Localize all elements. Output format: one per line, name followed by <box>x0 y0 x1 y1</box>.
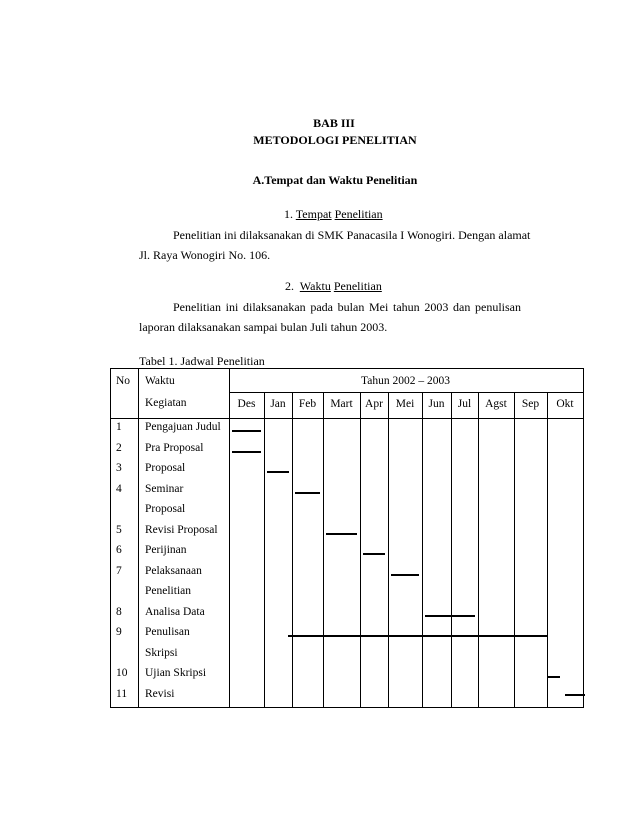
month-divider <box>422 392 423 707</box>
month-header: Jun <box>428 398 445 410</box>
month-divider <box>547 392 548 707</box>
subsection-2-word2: Penelitian <box>333 279 382 293</box>
subsection-2-number: 2. <box>285 279 294 293</box>
paragraph-2-line-2: laporan dilaksanakan sampai bulan Juli tahun 2003. <box>139 320 388 334</box>
month-header: Des <box>237 398 256 410</box>
table-right-border <box>583 368 584 708</box>
schedule-bar <box>232 451 261 453</box>
row-number: 10 <box>116 667 128 679</box>
row-number: 6 <box>116 544 122 556</box>
month-header: Mei <box>395 398 415 410</box>
row-number: 7 <box>116 564 122 577</box>
row-activity: Pengajuan Judul <box>145 421 221 433</box>
month-header: Okt <box>556 398 574 410</box>
schedule-bar <box>232 430 261 432</box>
schedule-bar <box>326 533 357 535</box>
month-header: Mart <box>330 398 353 410</box>
month-divider <box>323 392 324 707</box>
activity-column-divider <box>229 368 230 707</box>
schedule-bar <box>363 553 385 555</box>
paragraph-2-line-1: Penelitian ini dilaksanakan pada bulan Mei tahun 2003 dan penulisan <box>173 300 521 314</box>
row-activity: Skripsi <box>145 646 178 659</box>
row-number: 2 <box>116 441 122 454</box>
schedule-bar <box>548 676 560 678</box>
month-header: Agst <box>485 398 507 410</box>
month-divider <box>451 392 452 707</box>
month-divider <box>292 392 293 707</box>
month-divider <box>264 392 265 707</box>
month-divider <box>478 392 479 707</box>
year-divider <box>229 392 584 393</box>
no-column-divider <box>138 368 139 707</box>
row-activity: Revisi <box>145 687 175 700</box>
month-divider <box>514 392 515 707</box>
chapter-heading: BAB III <box>313 116 355 130</box>
schedule-bar <box>391 574 419 576</box>
schedule-bar <box>288 635 548 637</box>
month-header: Sep <box>521 398 540 410</box>
row-activity: Seminar <box>145 482 184 495</box>
table-caption: Tabel 1. Jadwal Penelitian <box>139 354 265 368</box>
row-number: 8 <box>116 605 122 618</box>
row-activity: Penelitian <box>145 585 191 597</box>
row-number: 4 <box>116 482 122 495</box>
subsection-1-number: 1. <box>284 207 293 221</box>
schedule-bar <box>267 471 289 473</box>
schedule-bar <box>565 694 585 696</box>
month-divider <box>388 392 389 707</box>
subsection-1-word2: Penelitian <box>334 207 383 221</box>
row-activity: Analisa Data <box>145 605 205 618</box>
subsection-2-word1: Waktu <box>299 279 331 293</box>
row-activity: Proposal <box>145 462 186 474</box>
header-no: No <box>116 375 131 387</box>
table-bottom-border <box>110 707 584 708</box>
schedule-bar <box>425 615 475 617</box>
header-activity-line-1: Waktu <box>145 375 175 387</box>
section-title: A.Tempat dan Waktu Penelitian <box>252 173 418 187</box>
row-number: 9 <box>116 626 122 638</box>
month-header: Feb <box>298 398 317 410</box>
month-header: Jan <box>270 398 286 410</box>
row-activity: Penulisan <box>145 626 190 638</box>
header-bottom-border <box>110 418 584 419</box>
row-number: 11 <box>116 687 128 700</box>
row-activity: Pelaksanaan <box>145 564 202 577</box>
row-activity: Ujian Skripsi <box>145 667 207 679</box>
subsection-1-word1: Tempat <box>295 207 332 221</box>
table-top-border <box>110 368 584 369</box>
row-number: 3 <box>116 462 122 474</box>
month-divider <box>360 392 361 707</box>
month-header: Apr <box>365 398 383 410</box>
row-activity: Perijinan <box>145 544 187 556</box>
row-number: 1 <box>116 421 122 433</box>
row-activity: Revisi Proposal <box>145 523 218 536</box>
schedule-bar <box>295 492 320 494</box>
table-left-border <box>110 368 111 707</box>
row-number: 5 <box>116 523 122 536</box>
paragraph-1-line-1: Penelitian ini dilaksanakan di SMK Panacasila I Wonogiri. Dengan alamat <box>173 228 531 242</box>
row-activity: Proposal <box>145 503 186 515</box>
header-year: Tahun 2002 – 2003 <box>361 375 450 387</box>
chapter-title: METODOLOGI PENELITIAN <box>253 133 417 147</box>
header-activity-line-2: Kegiatan <box>145 397 187 409</box>
row-activity: Pra Proposal <box>145 441 204 454</box>
month-header: Jul <box>457 398 472 410</box>
paragraph-1-line-2: Jl. Raya Wonogiri No. 106. <box>139 248 271 262</box>
